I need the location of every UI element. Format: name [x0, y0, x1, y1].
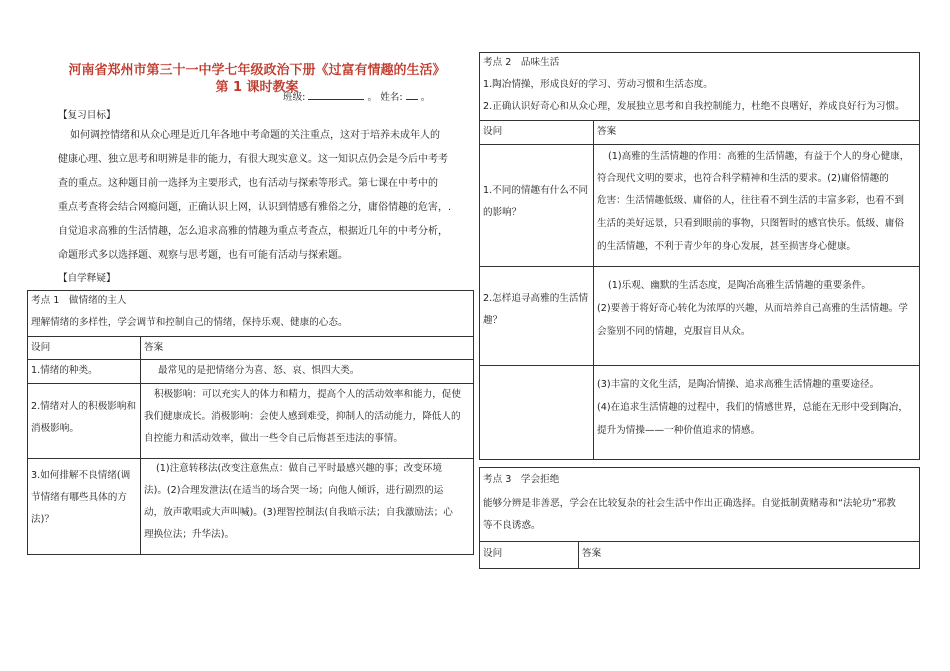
kp3-col-answer: 答案	[582, 548, 602, 559]
kp1-q1: 1.情绪的种类。	[31, 365, 98, 376]
kp1-desc: 理解情绪的多样性，学会调节和控制自己的情绪，保持乐观、健康的心态。	[31, 317, 348, 328]
kp2-a1-line: 符合现代文明的要求，也符合科学精神和生活的要求。(2)庸俗情趣的	[597, 173, 889, 184]
kp3-title: 考点 3 学会拒绝	[483, 474, 560, 485]
class-name-line	[283, 87, 430, 109]
title-line-1: 河南省郑州市第三十一中学七年级政治下册《过富有情趣的生活》	[68, 63, 446, 78]
kp2-q1-line: 1.不同的情趣有什么不同	[483, 185, 589, 196]
name-suffix: 。	[420, 92, 431, 103]
kp1-col-answer: 答案	[144, 342, 164, 353]
kp2-a1-line: (1)高雅的生活情趣的作用：高雅的生活情趣，有益于个人的身心健康，	[608, 151, 910, 162]
kp2-col-question: 设问	[483, 126, 503, 137]
class-label: 班级:	[283, 92, 306, 103]
kp2-a3-line: (3)丰富的文化生活，是陶冶情操、追求高雅生活情趣的重要途径。	[597, 379, 880, 390]
kp2-a3-line: (4)在追求生活情趣的过程中，我们的情感世界，总能在无形中受到陶冶，	[597, 402, 908, 413]
kp2-q2-line: 趣？	[483, 315, 503, 326]
kp1-a3-line: (1)注意转移法(改变注意焦点：做自己平时最感兴趣的事；改变环境	[156, 463, 442, 474]
kp1-q3-line: 3.如何排解不良情绪(调	[31, 470, 131, 481]
kp3-desc: 等不良诱惑。	[483, 520, 541, 531]
review-line: 自觉追求高雅的生活情趣，怎么追求高雅的情趣为重点考查点，根据近几年的中考分析，	[58, 226, 448, 237]
kp2-a2-line: (2)要善于将好奇心转化为浓厚的兴趣，从而培养自己高雅的生活情趣。学	[597, 303, 908, 314]
kp2-a1-line: 危害：生活情趣低级、庸俗的人，往往看不到生活的丰富多彩，也看不到	[597, 195, 904, 206]
class-blank[interactable]	[308, 99, 364, 100]
self-study-heading: 【自学释疑】	[58, 273, 116, 284]
kp2-col-answer: 答案	[597, 126, 617, 137]
kp1-a2-line: 自控能力和活动效率，做出一些令自己后悔甚至违法的事情。	[144, 433, 404, 444]
review-line: 查的重点。这种题目前一选择为主要形式，也有活动与探索等形式。第七课在中考中的	[58, 178, 438, 189]
review-heading: 【复习目标】	[58, 110, 116, 121]
kp2-a2-line: 会鉴别不同的情趣，克服盲目从众。	[597, 326, 751, 337]
name-label: 。 姓名:	[367, 92, 403, 103]
kp2-desc: 2.正确认识好奇心和从众心理，发展独立思考和自我控制能力，杜绝不良嗜好，养成良好行为习惯。	[483, 101, 905, 112]
kp1-a2-line: 积极影响：可以充实人的体力和精力，提高个人的活动效率和能力，促使	[154, 389, 461, 400]
kp2-a2-line: (1)乐观、幽默的生活态度，是陶冶高雅生活情趣的重要条件。	[608, 280, 872, 291]
kp2-desc: 1.陶冶情操，形成良好的学习、劳动习惯和生活态度。	[483, 79, 713, 90]
name-blank[interactable]	[406, 99, 418, 100]
kp1-q2-line: 2.情绪对人的积极影响和	[31, 401, 137, 412]
review-line: 如何调控情绪和从众心理是近几年各地中考命题的关注重点，这对于培养未成年人的	[70, 130, 440, 141]
kp2-q2-line: 2.怎样追寻高雅的生活情	[483, 293, 589, 304]
kp1-title: 考点 1 做情绪的主人	[31, 295, 127, 306]
kp1-a3-line: 法)。(2)合理发泄法(在适当的场合哭一场；向他人倾诉，进行剧烈的运	[144, 485, 444, 496]
review-line: 命题形式多以选择题、观察与思考题，也有可能有活动与探索题。	[58, 250, 348, 261]
kp1-q3-line: 节情绪有哪些具体的方	[31, 492, 127, 503]
kp1-a1: 最常见的是把情绪分为喜、怒、哀、惧四大类。	[158, 365, 360, 376]
kp1-a2-line: 我们健康成长。消极影响：会使人感到难受，抑制人的活动能力，降低人的	[144, 411, 461, 422]
review-line: 健康心理、独立思考和明辨是非的能力，有很大现实意义。这一知识点仍会是今后中考考	[58, 154, 448, 165]
kp1-col-question: 设问	[31, 342, 51, 353]
kp3-desc: 能够分辨是非善恶，学会在比较复杂的社会生活中作出正确选择。自觉抵制黄赌毒和“法轮功”邪教	[483, 498, 896, 509]
kp1-q3-line: 法)？	[31, 514, 54, 525]
kp1-q2-line: 消极影响。	[31, 423, 79, 434]
kp2-title: 考点 2 品味生活	[483, 57, 560, 68]
kp1-a3-line: 动，放声歌唱或大声叫喊)。(3)理智控制法(自我暗示法；自我激励法；心	[144, 507, 453, 518]
kp2-q1-line: 的影响？	[483, 207, 522, 218]
kp2-a1-line: 的生活情趣，不利于青少年的身心发展，甚至损害身心健康。	[597, 241, 857, 252]
title-line-2: 第 1 课时教案	[215, 80, 299, 95]
kp2-a3-line: 提升为情操——一种价值追求的情感。	[597, 425, 761, 436]
review-line: 重点考查将会结合网瘾问题，正确认识上网，认识到情感有雅俗之分，庸俗情趣的危害，.	[58, 202, 452, 213]
kp1-a3-line: 理换位法；升华法)。	[144, 529, 235, 540]
kp2-a1-line: 生活的美好远景，只看到眼前的事物，只图暂时的感官快乐。低级、庸俗	[597, 218, 904, 229]
kp3-col-question: 设问	[483, 548, 503, 559]
